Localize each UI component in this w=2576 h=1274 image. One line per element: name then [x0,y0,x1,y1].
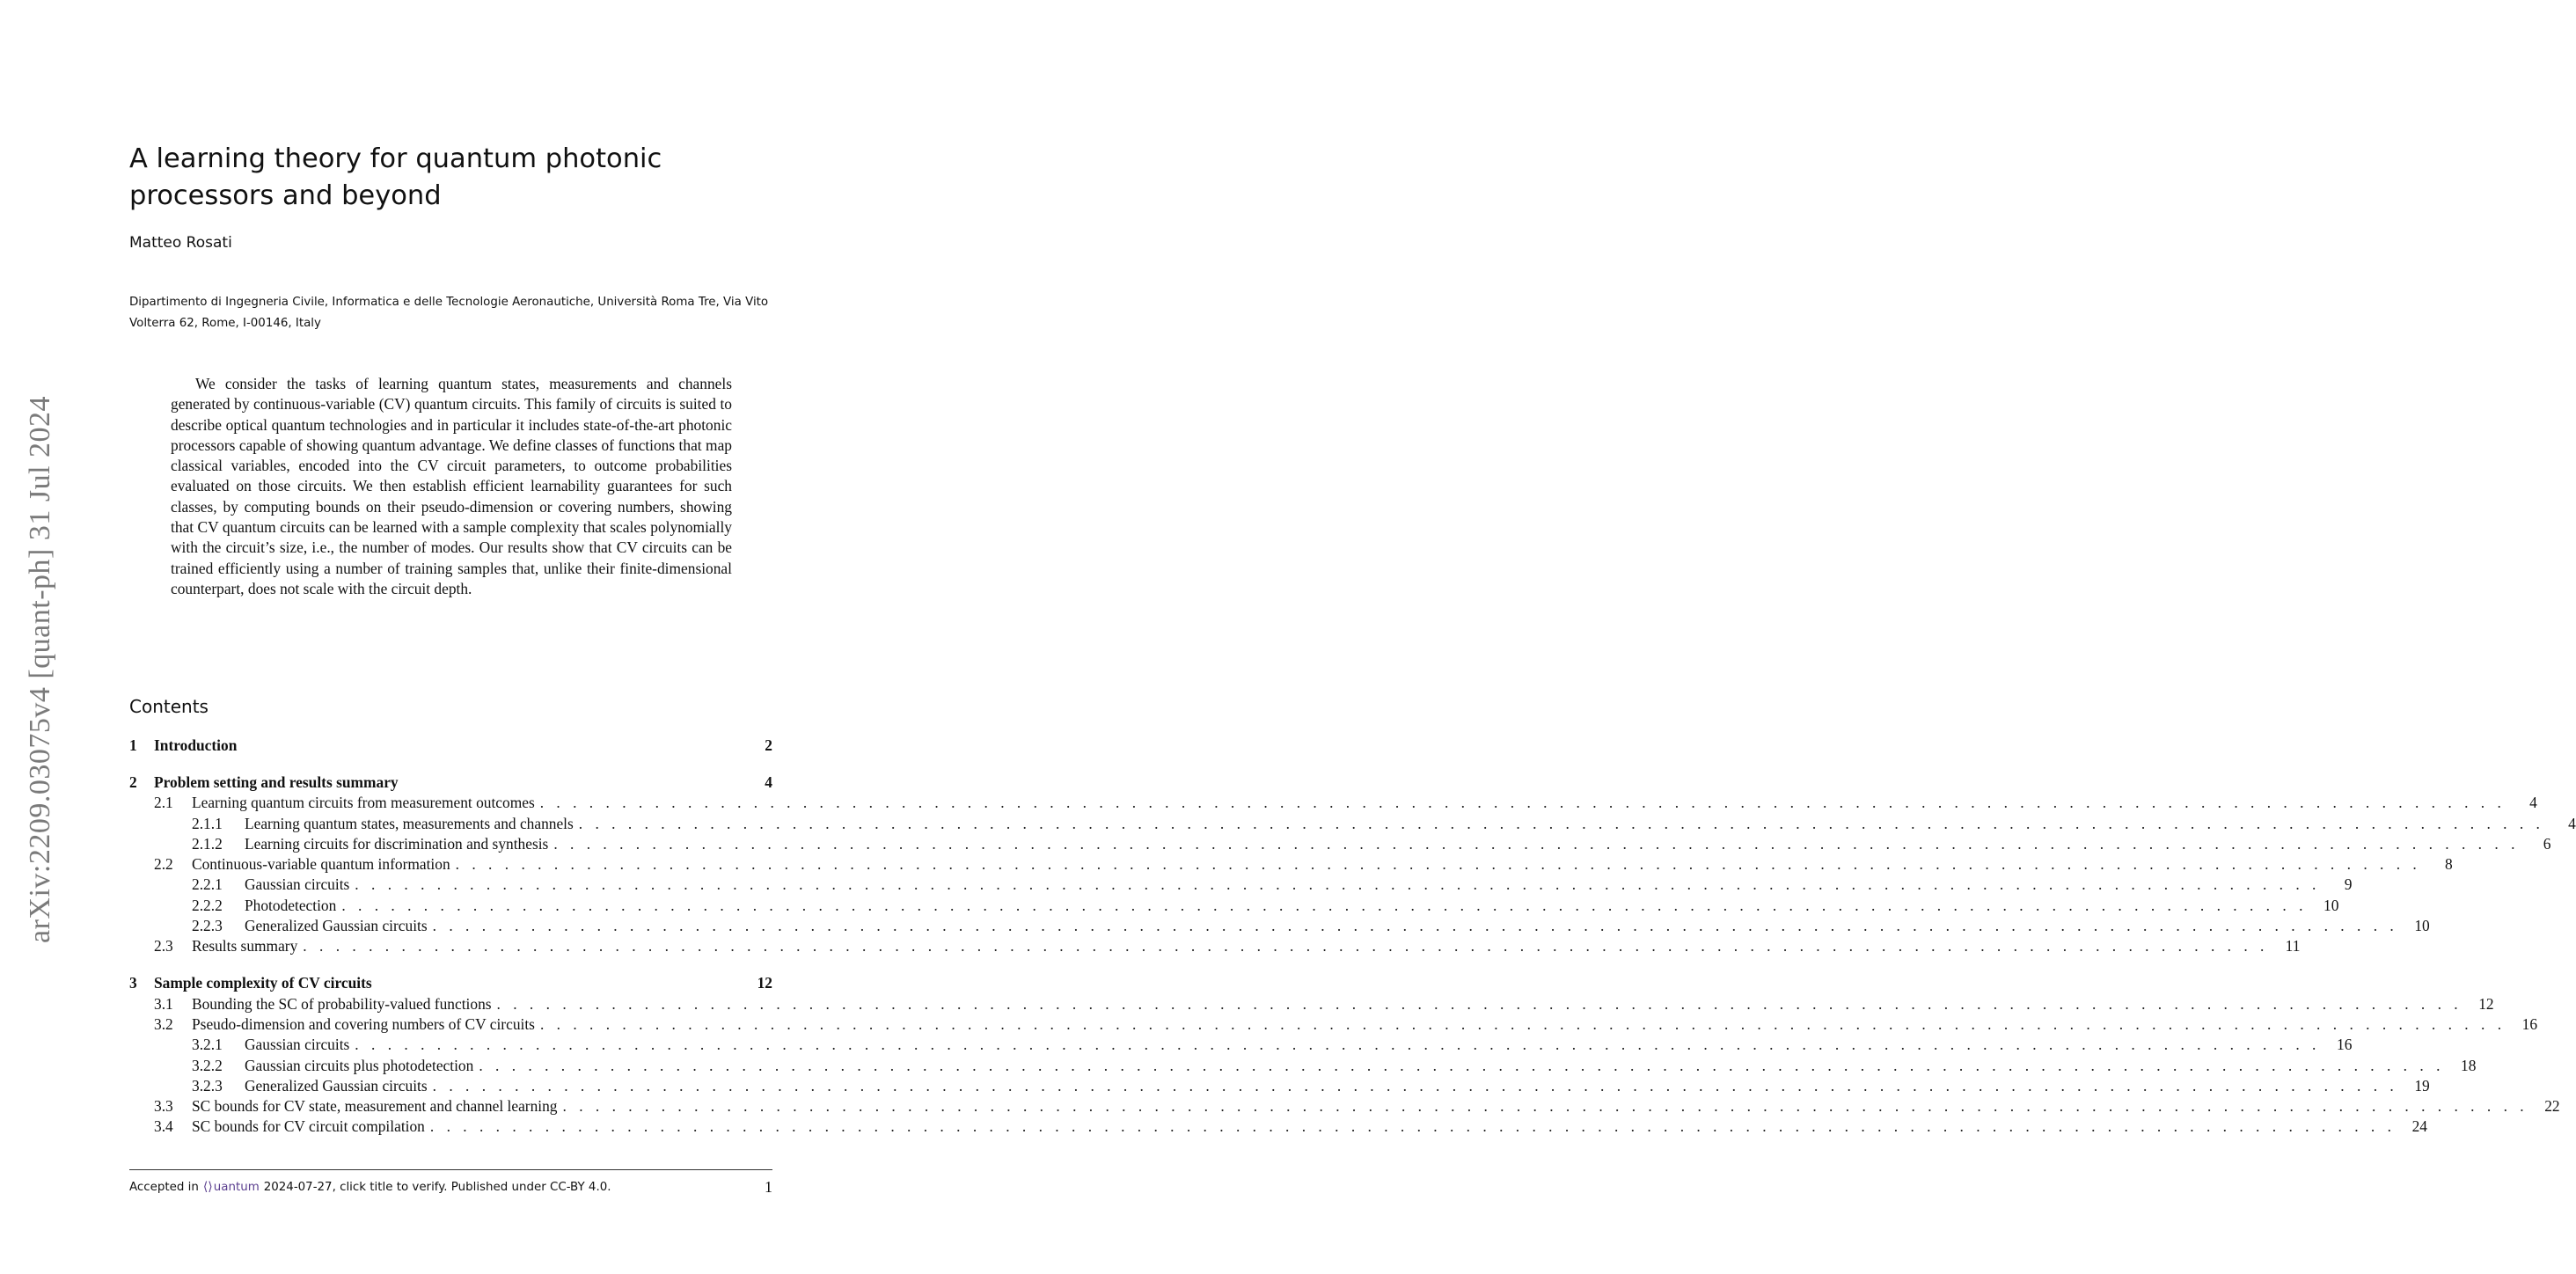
toc-number: 2.1.1 [192,814,223,832]
toc-subsection-row[interactable] [129,1014,2538,1035]
toc-leader-dots: . . . . . . . . . . . . . . . . . . . . . . . . . . . . . . . . . . . . . . . . . . . . . . . . . . . . . . . . . . . . . . . . . . . . . . . . . . . . . . . . . . . . . . . . . . . . . . . . . . . . . . . . . . . . . . . . . . . . . . . . [562,1097,2528,1116]
paper-title[interactable]: A learning theory for quantum photonic processors and beyond [129,143,662,211]
toc-title: Generalized Gaussian circuits [245,917,428,935]
toc-title: Gaussian circuits [245,875,350,894]
toc-page: 24 [2411,1117,2427,1136]
toc-page: 4 [765,772,772,791]
toc-subsubsection-row[interactable] [129,1056,2477,1076]
page-footer [129,1177,772,1197]
toc-page: 10 [2414,917,2430,935]
toc-subsection-row[interactable] [129,1096,2560,1117]
toc-title: Introduction [154,736,238,754]
toc-leader-space [404,772,741,793]
toc-page: 8 [2445,855,2453,874]
author-name: Matteo Rosati [129,234,232,252]
abstract: We consider the tasks of learning quantum states, measurements and channels generated by continuous-variable (CV) quantum circuits. This family of circuits is suited to describe optical quantum technologies and in particular it includes state-of-the-art photonic processors capable of showing quantum advantage. We define classes of functions that map classical variables, encoded into the CV circuit parameters, to outcome probabilities evaluated on those circuits. We then establish efficient learnability guarantees for such classes, by computing bounds on their pseudo-dimension or covering numbers, showing that CV quantum circuits can be learned with a sample complexity that scales polynomially with the circuit’s size, i.e., the number of modes. Our results show that CV circuits can be trained efficiently using a number of training samples that, unlike their finite-dimensional counterpart, does not scale with the circuit depth. [171,375,732,597]
toc-leader-dots: . . . . . . . . . . . . . . . . . . . . . . . . . . . . . . . . . . . . . . . . . . . . . . . . . . . . . . . . . . . . . . . . . . . . . . . . . . . . . . . . . . . . . . . . . . . . . . . . . . . . . . . . . . . . . . . . . . . . . . . . [496,994,2463,1013]
toc-title: Gaussian circuits plus photodetection [245,1056,474,1074]
toc-number: 3 [129,974,137,992]
toc-spacer [129,756,772,772]
toc-subsubsection-row[interactable] [129,814,2576,834]
toc-number: 2.2.1 [192,875,223,894]
toc-title: Continuous-variable quantum information [192,855,450,874]
toc-title: Problem setting and results summary [154,772,399,791]
toc-page: 16 [2337,1036,2353,1054]
toc-number: 2.1 [154,794,173,812]
toc-subsection-row[interactable] [129,1117,2427,1137]
toc-page: 12 [757,974,772,992]
toc-page: 4 [2529,794,2537,812]
arxiv-identifier-stamp[interactable] [19,394,62,944]
quantum-bracket-icon: ⟨⟩ [202,1180,213,1194]
toc-leader-dots: . . . . . . . . . . . . . . . . . . . . . . . . . . . . . . . . . . . . . . . . . . . . . . . . . . . . . . . . . . . . . . . . . . . . . . . . . . . . . . . . . . . . . . . . . . . . . . . . . . . . . . . . . . . . . . . . . . . . . . . . [539,1014,2506,1033]
toc-title: SC bounds for CV state, measurement and channel learning [192,1097,558,1116]
toc-subsection-row[interactable] [129,854,2453,875]
toc-page: 19 [2414,1076,2430,1095]
toc-leader-dots: . . . . . . . . . . . . . . . . . . . . . . . . . . . . . . . . . . . . . . . . . . . . . . . . . . . . . . . . . . . . . . . . . . . . . . . . . . . . . . . . . . . . . . . . . . . . . . . . . . . . . . . . . . . . . . . . . . . . . . . . [341,896,2308,914]
page-number: 1 [765,1177,772,1196]
toc-title: Learning quantum circuits from measurement outcomes [192,794,535,812]
toc-page: 16 [2521,1014,2538,1033]
toc-leader-dots: . . . . . . . . . . . . . . . . . . . . . . . . . . . . . . . . . . . . . . . . . . . . . . . . . . . . . . . . . . . . . . . . . . . . . . . . . . . . . . . . . . . . . . . . . . . . . . . . . . . . . . . . . . . . . . . . . . . . . . . . [479,1056,2445,1074]
toc-subsubsection-row[interactable] [129,875,2353,895]
toc-title: Photodetection [245,896,337,914]
footer-accepted-suffix: 2024-07-27, click title to verify. Published under CC-BY 4.0. [263,1180,611,1194]
author-affiliation: Dipartimento di Ingegneria Civile, Informatica e delle Tecnologie Aeronautiche, Università Roma Tre, Via Vito Volterra 62, Rome, I-00146, Italy [129,296,769,330]
toc-title: Results summary [192,937,298,955]
toc-page: 2 [765,736,772,754]
toc-page: 4 [2568,814,2576,832]
toc-title: Bounding the SC of probability-valued functions [192,994,492,1013]
toc-leader-space [242,736,741,756]
toc-title: Learning circuits for discrimination and synthesis [245,834,549,853]
toc-title: Gaussian circuits [245,1036,350,1054]
toc-number: 2.2.2 [192,896,223,914]
toc-title: Sample complexity of CV circuits [154,974,372,992]
toc-page: 18 [2461,1056,2477,1074]
toc-subsection-row[interactable] [129,994,2494,1014]
toc-leader-space [377,973,741,993]
toc-number: 2.2 [154,855,173,874]
toc-section-row[interactable] [129,736,772,756]
quantum-logo-text: uantum [213,1180,260,1194]
toc-subsubsection-row[interactable] [129,1076,2430,1096]
toc-number: 3.2.1 [192,1036,223,1054]
toc-subsubsection-row[interactable] [129,916,2430,936]
footer-accepted-prefix: Accepted in [129,1180,199,1194]
footer-divider [129,1169,772,1170]
toc-number: 3.3 [154,1097,173,1116]
toc-number: 3.2 [154,1014,173,1033]
toc-page: 10 [2324,896,2339,914]
toc-title: SC bounds for CV circuit compilation [192,1117,425,1136]
toc-leader-dots: . . . . . . . . . . . . . . . . . . . . . . . . . . . . . . . . . . . . . . . . . . . . . . . . . . . . . . . . . . . . . . . . . . . . . . . . . . . . . . . . . . . . . . . . . . . . . . . . . . . . . . . . . . . . . . . . . . . . . . . . [432,917,2398,935]
toc-leader-dots: . . . . . . . . . . . . . . . . . . . . . . . . . . . . . . . . . . . . . . . . . . . . . . . . . . . . . . . . . . . . . . . . . . . . . . . . . . . . . . . . . . . . . . . . . . . . . . . . . . . . . . . . . . . . . . . . . . . . . . . . [539,794,2506,812]
toc-page: 12 [2478,994,2494,1013]
toc-section-row[interactable] [129,772,772,793]
toc-leader-dots: . . . . . . . . . . . . . . . . . . . . . . . . . . . . . . . . . . . . . . . . . . . . . . . . . . . . . . . . . . . . . . . . . . . . . . . . . . . . . . . . . . . . . . . . . . . . . . . . . . . . . . . . . . . . . . . . . . . . . . . . [429,1117,2396,1136]
toc-page: 11 [2285,937,2301,955]
toc-spacer [129,957,772,974]
quantum-journal-logo[interactable] [203,1180,260,1194]
toc-number: 3.4 [154,1117,173,1136]
toc-number: 2.1.2 [192,834,223,853]
toc-number: 3.2.2 [192,1056,223,1074]
contents-heading: Contents [129,696,209,717]
toc-leader-dots: . . . . . . . . . . . . . . . . . . . . . . . . . . . . . . . . . . . . . . . . . . . . . . . . . . . . . . . . . . . . . . . . . . . . . . . . . . . . . . . . . . . . . . . . . . . . . . . . . . . . . . . . . . . . . . . . . . . . . . . . [578,814,2544,832]
toc-subsubsection-row[interactable] [129,834,2551,854]
toc-section-row[interactable] [129,973,772,993]
toc-number: 2.2.3 [192,917,223,935]
toc-leader-dots: . . . . . . . . . . . . . . . . . . . . . . . . . . . . . . . . . . . . . . . . . . . . . . . . . . . . . . . . . . . . . . . . . . . . . . . . . . . . . . . . . . . . . . . . . . . . . . . . . . . . . . . . . . . . . . . . . . . . . . . . [432,1076,2398,1095]
toc-number: 3.2.3 [192,1076,223,1095]
table-of-contents [129,736,2576,1138]
toc-number: 3.1 [154,994,173,1013]
toc-number: 2 [129,772,137,791]
toc-leader-dots: . . . . . . . . . . . . . . . . . . . . . . . . . . . . . . . . . . . . . . . . . . . . . . . . . . . . . . . . . . . . . . . . . . . . . . . . . . . . . . . . . . . . . . . . . . . . . . . . . . . . . . . . . . . . . . . . . . . . . . . . [553,834,2520,853]
toc-leader-dots: . . . . . . . . . . . . . . . . . . . . . . . . . . . . . . . . . . . . . . . . . . . . . . . . . . . . . . . . . . . . . . . . . . . . . . . . . . . . . . . . . . . . . . . . . . . . . . . . . . . . . . . . . . . . . . . . . . . . . . . . [455,855,2421,874]
toc-title: Pseudo-dimension and covering numbers of CV circuits [192,1014,535,1033]
toc-subsubsection-row[interactable] [129,896,2339,916]
toc-page: 9 [2344,875,2353,894]
arxiv-identifier-text: arXiv:2209.03075v4 [quant-ph] 31 Jul 2024 [24,395,57,943]
toc-page: 6 [2543,834,2551,853]
toc-leader-dots: . . . . . . . . . . . . . . . . . . . . . . . . . . . . . . . . . . . . . . . . . . . . . . . . . . . . . . . . . . . . . . . . . . . . . . . . . . . . . . . . . . . . . . . . . . . . . . . . . . . . . . . . . . . . . . . . . . . . . . . . [303,937,2269,955]
toc-subsubsection-row[interactable] [129,1035,2353,1055]
toc-number: 2.3 [154,937,173,955]
toc-page: 22 [2544,1097,2560,1116]
toc-title: Learning quantum states, measurements and channels [245,814,574,832]
toc-number: 1 [129,736,137,754]
toc-subsection-row[interactable] [129,793,2537,813]
toc-leader-dots: . . . . . . . . . . . . . . . . . . . . . . . . . . . . . . . . . . . . . . . . . . . . . . . . . . . . . . . . . . . . . . . . . . . . . . . . . . . . . . . . . . . . . . . . . . . . . . . . . . . . . . . . . . . . . . . . . . . . . . . . [355,1036,2321,1054]
toc-leader-dots: . . . . . . . . . . . . . . . . . . . . . . . . . . . . . . . . . . . . . . . . . . . . . . . . . . . . . . . . . . . . . . . . . . . . . . . . . . . . . . . . . . . . . . . . . . . . . . . . . . . . . . . . . . . . . . . . . . . . . . . . [355,875,2321,894]
toc-subsection-row[interactable] [129,936,2301,956]
toc-title: Generalized Gaussian circuits [245,1076,428,1095]
